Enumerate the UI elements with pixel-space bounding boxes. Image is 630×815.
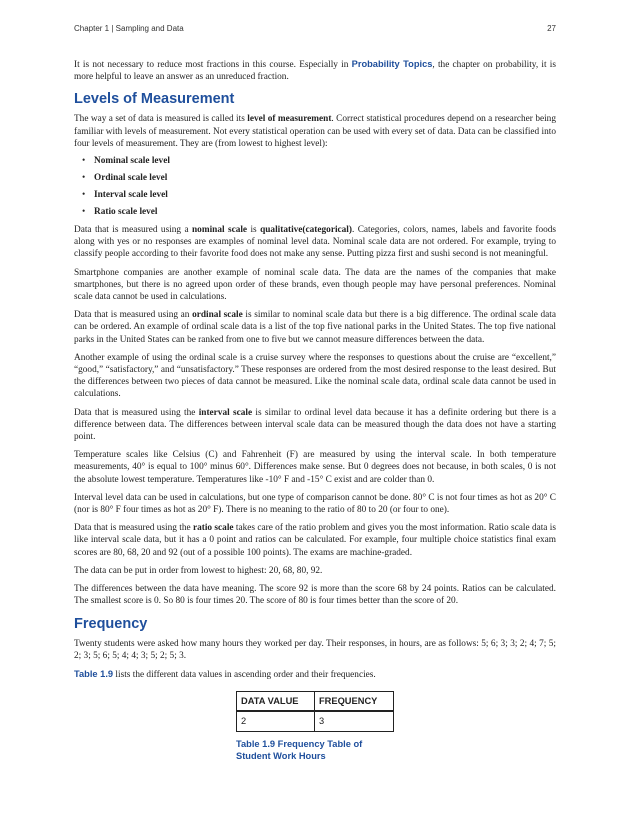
- table-cell: 3: [314, 711, 393, 731]
- frequency-table-wrap: [236, 691, 394, 761]
- order-paragraph: The data can be put in order from lowest to highest: 20, 68, 80, 92.: [74, 565, 323, 576]
- levels-list: [74, 156, 556, 218]
- intro-paragraph: It is not necessary to reduce most fractions in this course. Especially in Probability Topics, the chapter on probability, it is more helpful to leave an answer as an unreduced fraction.: [74, 59, 556, 83]
- list-item: • Ordinal scale level: [82, 173, 556, 184]
- header-data-value: DATA VALUE: [237, 692, 315, 712]
- chapter-title: Chapter 1 | Sampling and Data: [74, 24, 184, 33]
- differences-paragraph: The differences between the data have meaning. The score 92 is more than the score 68 by 24 points. Ratios can be calculated. The smallest score is 0. So 80 is four times 20. The score of 80 is four times better than the score of 20.: [74, 584, 556, 607]
- table-1-9-link[interactable]: Table 1.9: [74, 668, 114, 679]
- temperature-paragraph: Temperature scales like Celsius (C) and Fahrenheit (F) are measured by using the interval scale. In both temperature measurements, 40° is equal to 100° minus 60°. Differences make sense. But 0 degrees does not because, in both scales, 0 is not the absolute lowest temperature. Temperatures like -10° F and -15° C exist and are colder than 0.: [74, 450, 556, 485]
- list-item: • Nominal scale level: [82, 156, 556, 167]
- table-cell: 2: [237, 711, 315, 731]
- table-caption: Table 1.9 Frequency Table of Student Work Hours: [236, 738, 363, 761]
- probability-topics-link[interactable]: Probability Topics: [351, 59, 433, 69]
- table-header-row: [237, 692, 394, 712]
- page-content: [74, 58, 556, 762]
- list-item: • Ratio scale level: [82, 207, 556, 218]
- interval-paragraph: Data that is measured using the interval scale is similar to ordinal level data because it has a definite ordering but there is a difference between data. The differences between interval scale data can be measured though the data does not have a starting point.: [74, 407, 556, 443]
- frequency-paragraph: Twenty students were asked how many hours they worked per day. Their responses, in hours, are as follows: 5; 6; 3; 3; 2; 4; 7; 5; 2; 3; 5; 6; 5; 4; 4; 3; 5; 2; 5; 3.: [74, 638, 556, 661]
- page-header: [74, 24, 556, 33]
- frequency-heading: Frequency: [74, 615, 148, 632]
- interval-calc-paragraph: Interval level data can be used in calculations, but one type of comparison cannot be done. 80° C is not four times as hot as 20° C (nor is 80° F four times as hot as 20° F). There is no meaning to the ratio of 80 to 20 (or four to one).: [74, 492, 556, 516]
- page-number: 27: [547, 24, 556, 33]
- table-row: [237, 711, 394, 731]
- table-ref-paragraph: Table 1.9 lists the different data values in ascending order and their frequencies.: [74, 668, 376, 680]
- header-frequency: FREQUENCY: [314, 692, 393, 712]
- levels-heading: Levels of Measurement: [74, 91, 235, 108]
- nominal-paragraph: Data that is measured using a nominal scale is qualitative(categorical). Categories, colors, names, labels and favorite foods along with yes or no responses are examples of nominal level data. Nominal scale data are not ordered. For example, trying to classify people according to their favorite food does not make any sense. Putting pizza first and sushi second is not meaningful.: [74, 225, 557, 260]
- cruise-paragraph: Another example of using the ordinal scale is a cruise survey where the responses to questions about the cruise are “excellent,” “good,” “satisfactory,” and “unsatisfactory.” These responses are ordered from the most desired response to the least desired. But the differences between two pieces of data cannot be measured. Like the nominal scale data, ordinal scale data cannot be used in calculations.: [74, 352, 556, 400]
- levels-paragraph: The way a set of data is measured is called its level of measurement. Correct statistical procedures depend on a researcher being familiar with levels of measurement. Not every statistical operation can be used with every set of data. Data can be classified into four levels of measurement. They are (from lowest to highest level):: [74, 114, 556, 149]
- smartphone-paragraph: Smartphone companies are another example of nominal scale data. The data are the names of the companies that make smartphones, but there is no agreed upon order of these brands, even though people may have personal preferences. Nominal scale data cannot be used in calculations.: [74, 267, 556, 303]
- ratio-paragraph: Data that is measured using the ratio scale takes care of the ratio problem and gives you the most information. Ratio scale data is like interval scale data, but it has a 0 point and ratios can be calculated. For example, four multiple choice statistics final exam scores are 80, 68, 20 and 92 (out of a possible 100 points). The exams are machine-graded.: [74, 523, 556, 558]
- frequency-table: [236, 691, 394, 731]
- ordinal-paragraph: Data that is measured using an ordinal scale is similar to nominal scale data but there is a big difference. The ordinal scale data can be ordered. An example of ordinal scale data is a list of the top five national parks in the United States. The top five national parks in the United States can be ranked from one to five but we cannot measure differences between the data.: [74, 310, 557, 345]
- list-item: • Interval scale level: [82, 190, 556, 201]
